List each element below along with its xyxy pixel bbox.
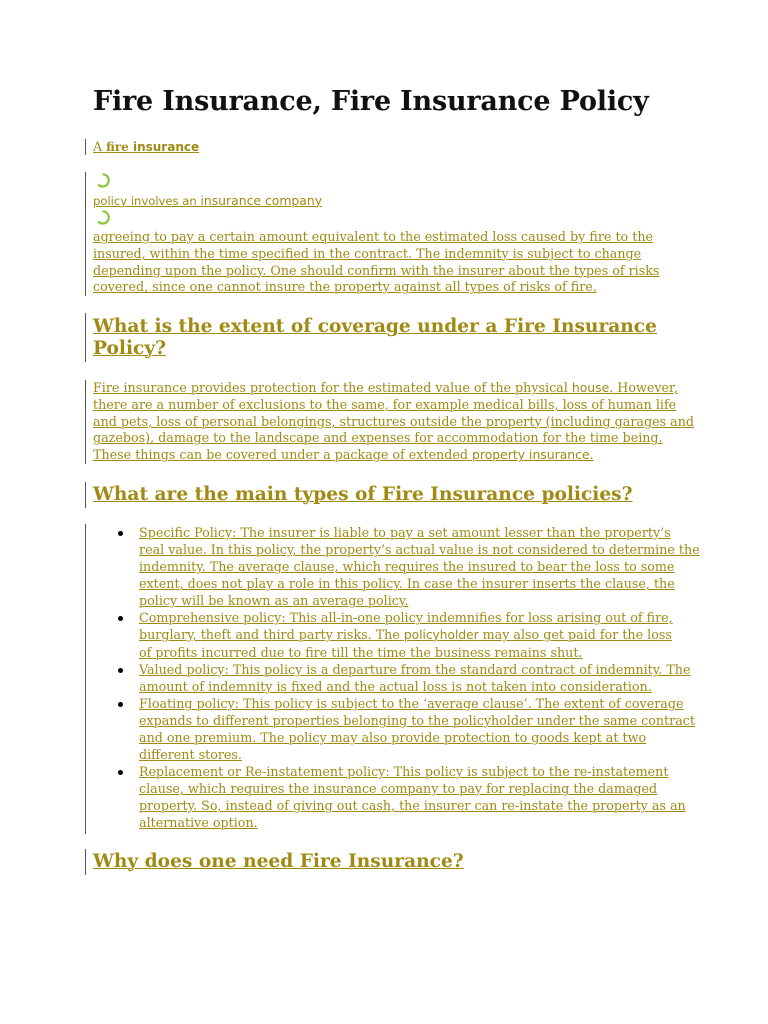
list-item[interactable] (93, 609, 693, 661)
list-item[interactable] (93, 524, 700, 609)
intro-paragraph[interactable] (93, 229, 683, 296)
text-line[interactable]: and one premium. The policy may also provide protection to goods kept at two (139, 730, 647, 745)
property-insurance-link[interactable]: property insurance (472, 447, 590, 463)
text-segment[interactable]: Fire insurance provides protection for the estimated value of the physical (93, 380, 572, 395)
text-line[interactable]: agreeing to pay a certain amount equivalent to the estimated loss caused by fire to the (93, 229, 653, 244)
house-link[interactable]: house (571, 380, 610, 395)
text-line[interactable]: Replacement or Re-instatement policy: This policy is subject to the re-instatement (139, 764, 669, 779)
text-segment[interactable]: . (589, 447, 594, 463)
intro-rule-2 (85, 172, 86, 296)
bullet-icon (118, 616, 123, 621)
text-line[interactable]: depending upon the policy. One should confirm with the insurer about the types of risks (93, 262, 660, 278)
coverage-heading[interactable] (93, 316, 657, 360)
text-segment[interactable]: may also get paid for the loss (478, 627, 672, 642)
text-line[interactable]: Comprehensive policy: This all-in-one policy indemnifies for loss arising out of fire, (139, 610, 673, 625)
text-segment[interactable]: These things can be covered under a package of extended (93, 447, 473, 463)
loading-spinner-icon (96, 173, 111, 188)
bullet-icon (118, 702, 123, 707)
section2-list-rule (85, 524, 86, 834)
list-item[interactable] (93, 763, 693, 831)
section1-para-rule (85, 380, 86, 464)
fire-link[interactable]: fire (106, 140, 133, 154)
insurance-link[interactable]: insurance (132, 140, 200, 154)
list-item[interactable] (93, 661, 693, 695)
text-line[interactable]: indemnity. The average clause, which requires the insured to bear the loss to some (139, 559, 675, 574)
heading-line[interactable]: Policy? (93, 338, 167, 359)
text-line (93, 380, 683, 397)
text-line (139, 626, 693, 644)
policy-link[interactable]: policy involves an (93, 194, 201, 208)
text-line[interactable]: amount of indemnity is fixed and the actual loss is not taken into consideration. (139, 679, 652, 694)
page-title: Fire Insurance, Fire Insurance Policy (93, 86, 649, 117)
text-line[interactable]: insured, within the time specified in the contract. The indemnity is subject to change (93, 245, 642, 261)
heading-line[interactable]: What are the main types of Fire Insurance policies? (93, 484, 633, 505)
text-segment[interactable]: . However, (609, 380, 678, 395)
policyholder-link[interactable]: policyholder (403, 628, 479, 642)
list-item[interactable] (93, 695, 693, 763)
intro-first-line (93, 139, 199, 154)
section1-heading-rule (85, 313, 86, 362)
text-line[interactable]: Specific Policy: The insurer is liable to pay a set amount lesser than the property’s (139, 525, 671, 540)
need-heading[interactable] (93, 851, 464, 873)
loading-spinner-icon (96, 210, 111, 225)
text-line[interactable]: expands to different properties belonging to the policyholder under the same contract (139, 713, 695, 728)
policy-types-list (93, 524, 700, 831)
text-segment[interactable]: burglary, theft and third party risks. The (139, 627, 404, 642)
heading-line[interactable]: What is the extent of coverage under a Fire Insurance (93, 316, 657, 337)
bullet-icon (118, 770, 123, 775)
bullet-icon (118, 531, 123, 536)
text-line[interactable]: real value. In this policy, the property’s actual value is not considered to determine the (139, 542, 700, 557)
text-line[interactable]: different stores. (139, 747, 242, 762)
text-line[interactable]: Valued policy: This policy is a departure from the standard contract of indemnity. The (139, 662, 691, 677)
text-line[interactable]: extent, does not play a role in this policy. In case the insurer inserts the clause, the (139, 576, 675, 591)
section3-heading-rule (85, 849, 86, 875)
text-line[interactable]: policy will be known as an average policy. (139, 593, 409, 608)
section2-heading-rule (85, 482, 86, 508)
bullet-icon (118, 668, 123, 673)
heading-line[interactable]: Why does one need Fire Insurance? (93, 851, 464, 872)
text-line[interactable]: property. So, instead of giving out cash, the insurer can re-instate the property as an (139, 798, 686, 813)
text-line (93, 447, 683, 464)
text-line[interactable]: there are a number of exclusions to the same, for example medical bills, loss of human life (93, 396, 677, 412)
text-line[interactable]: clause, which requires the insurance company to pay for replacing the damaged (139, 781, 658, 796)
intro-second-line (93, 193, 322, 208)
text-line[interactable]: covered, since one cannot insure the property against all types of risks of fire. (93, 279, 597, 295)
insurance-company-link[interactable]: insurance company (200, 193, 323, 208)
types-heading[interactable] (93, 484, 633, 506)
intro-prefix-link[interactable]: A (93, 139, 107, 154)
text-line[interactable]: and pets, loss of personal belongings, structures outside the property (including garages and (93, 413, 695, 429)
text-line[interactable]: of profits incurred due to fire till the time the business remains shut. (139, 645, 583, 660)
text-line[interactable]: Floating policy: This policy is subject to the ‘average clause’. The extent of coverage (139, 696, 684, 711)
text-line[interactable]: gazebos), damage to the landscape and expenses for accommodation for the time being. (93, 430, 663, 446)
intro-rule-1 (85, 139, 86, 155)
coverage-paragraph[interactable] (93, 380, 695, 464)
text-line[interactable]: alternative option. (139, 815, 258, 830)
